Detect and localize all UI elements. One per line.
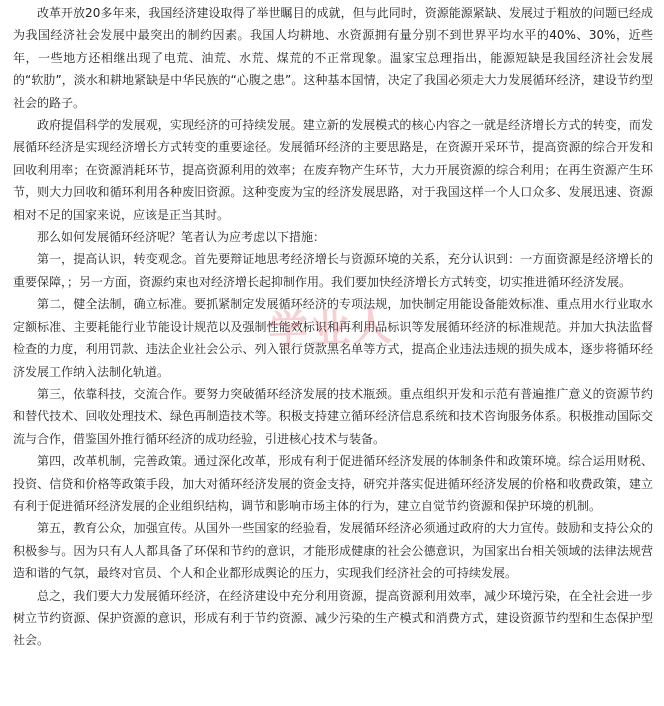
paragraph-measure-2: 第二，健全法制，确立标准。要抓紧制定发展循环经济的专项法规，加快制定用能设备能效标准、重点用水行业取水定额标准、主要耗能行业节能设计规范以及强制性能效标识和再利用品标识等发展循环经济的标准规范。并加大执法监督检查的力度，利用罚款、违法企业社会公示、列入银行贷款黑名单等方式，提高企业违法违规的损失成本，逐步将循环经济发展工作纳入法制化轨道。 bbox=[13, 297, 653, 379]
paragraph-measure-4: 第四，改革机制，完善政策。通过深化改革，形成有利于促进循环经济发展的体制条件和政策环境。综合运用财税、投资、信贷和价格等政策手段，加大对循环经济发展的资金支持，研究并落实促进循环经济发展的价格和收费政策，建立有利于促进循环经济发展的企业组织结构，调节和影响市场主体的行为，建立自觉节约资源和保护环境的机制。 bbox=[13, 454, 653, 513]
paragraph-development-view: 政府提倡科学的发展观，实现经济的可持续发展。建立新的发展模式的核心内容之一就是经济增长方式的转变，而发展循环经济是实现经济增长方式转变的重要途径。发展循环经济的主要思路是，在资源开采环节，提高资源的综合开发和回收利用率；在资源消耗环节，提高资源利用的效率；在废弃物产生环节，大力开展资源的综合利用；在再生资源产生环节，则大力回收和循环利用各种废旧资源。这种变废为宝的经济发展思路，对于我国这样一个人口众多、发展迅速、资源相对不足的国家来说，应该是正当其时。 bbox=[13, 118, 653, 222]
paragraph-measure-1: 第一，提高认识，转变观念。首先要辩证地思考经济增长与资源环境的关系，充分认识到：一方面资源是经济增长的重要保障，；另一方面，资源约束也对经济增长起抑制作用。我们要加快经济增长方式转变，切实推进循环经济发展。 bbox=[13, 252, 653, 289]
paragraph-conclusion: 总之，我们要大力发展循环经济，在经济建设中充分利用资源，提高资源利用效率，减少环境污染，在全社会进一步树立节约资源、保护资源的意识，形成有利于节约资源、减少污染的生产模式和消费方式，建设资源节约型和生态保护型社会。 bbox=[13, 588, 653, 648]
paragraph-measure-5: 第五，教育公众，加强宣传。从国外一些国家的经验看，发展循环经济必须通过政府的大力宣传。鼓励和支持公众的积极参与。因为只有人人都具备了环保和节约的意识，才能形成健康的社会公德意识，为国家出台相关领域的法律法规营造和谐的气氛，最终对官员、个人和企业都形成舆论的压力，实现我们经济社会的可持续发展。 bbox=[13, 521, 653, 581]
paragraph-question: 那么如何发展循环经济呢？笔者认为应考虑以下措施： bbox=[37, 230, 326, 245]
paragraph-intro: 改革开放20多年来，我国经济建设取得了举世瞩目的成就，但与此同时，资源能源紧缺、发展过于粗放的问题已经成为我国经济社会发展中最突出的制约因素。我国人均耕地、水资源拥有量分别不到世界平均水平的40%、30%，近些年，一些地方还相继出现了电荒、油荒、水荒、煤荒的不正常现象。温家宝总理指出，能源短缺是我国经济社会发展的“软肋”，淡水和耕地紧缺是中华民族的“心腹之患”。这种基本国情，决定了我国必须走大力发展循环经济，建设节约型社会的路子。 bbox=[13, 6, 653, 110]
watermark: 学业人 bbox=[267, 303, 395, 355]
paragraph-measure-3: 第三，依靠科技，交流合作。要努力突破循环经济发展的技术瓶颈。重点组织开发和示范有普遍推广意义的资源节约和替代技术、回收处理技术、绿色再制造技术等。积极支持建立循环经济信息系统和技术咨询服务体系。积极推动国际交流与合作，借鉴国外推行循环经济的成功经验，引进核心技术与装备。 bbox=[13, 386, 653, 446]
